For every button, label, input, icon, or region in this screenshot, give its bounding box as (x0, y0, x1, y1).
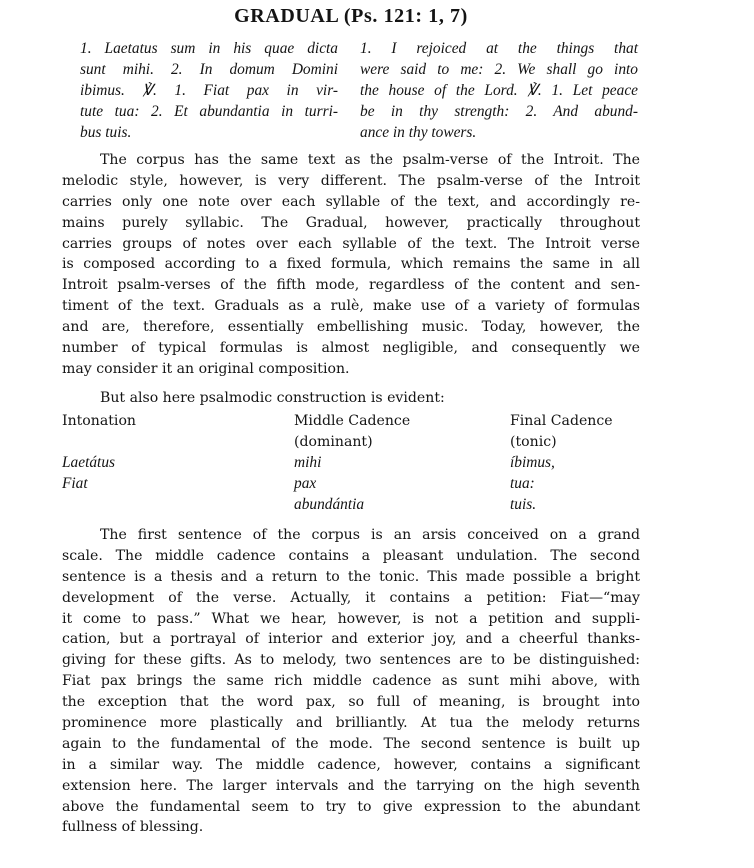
english-verse-line: ance in thy towers. (360, 124, 477, 141)
english-verse-line: 1. I rejoiced at the things that (360, 40, 638, 57)
commentary-paragraph-1 (62, 150, 640, 380)
commentary-paragraph-1-line: is composed according to a fixed formula, which remains the same in all (62, 256, 640, 273)
commentary-paragraph-1-line: number of typical formulas is almost negligible, and consequently we (62, 340, 640, 357)
latin-verse-line: sunt mihi. 2. In domum Domini (80, 61, 338, 78)
table-cell: íbimus, (510, 453, 555, 471)
latin-verse-line: ibimus. ℣. 1. Fiat pax in vir- (80, 82, 338, 99)
commentary-paragraph-1-line: timent of the text. Graduals as a rulè, make use of a variety of formulas (62, 298, 640, 315)
table-row (62, 453, 640, 474)
commentary-paragraph-2-line: giving for these gifts. As to melody, two sentences are to be distinguished: (62, 652, 640, 669)
table-header-row (62, 411, 640, 432)
table-subheader-row (62, 432, 640, 453)
table-cell: tuis. (510, 495, 537, 513)
commentary-paragraph-2-line: The first sentence of the corpus is an arsis conceived on a grand (100, 527, 640, 543)
latin-verse-line: 1. Laetatus sum in his quae dicta (80, 40, 338, 57)
table-intro (62, 388, 640, 409)
commentary-paragraph-1-line: and are, therefore, essentially embellishing music. Today, however, the (62, 319, 640, 336)
table-row (62, 474, 640, 495)
table-cell: Fiat (62, 474, 88, 492)
latin-verse-line: bus tuis. (80, 124, 132, 141)
commentary-paragraph-1-line: may consider it an original composition. (62, 360, 350, 377)
table-intro-line: But also here psalmodic construction is evident: (100, 390, 445, 406)
commentary-paragraph-2-line: cation, but a portrayal of interior and exterior joy, and a cheerful thanks- (62, 631, 640, 648)
latin-verse (80, 38, 338, 143)
commentary-paragraph-2-line: the exception that the word pax, so full of meaning, is brought into (62, 694, 640, 711)
commentary-paragraph-2 (62, 525, 640, 838)
commentary-paragraph-1-line: The corpus has the same text as the psalm-verse of the Introit. The (100, 152, 640, 168)
english-verse-line: were said to me: 2. We shall go into (360, 61, 638, 78)
commentary-paragraph-2-line: Fiat pax brings the same rich middle cadence as sunt mihi above, with (62, 673, 640, 690)
commentary-paragraph-2-line: extension here. The larger intervals and the tarrying on the high seventh (62, 777, 640, 794)
page-title: GRADUAL (Ps. 121: 1, 7) (234, 5, 468, 27)
commentary-paragraph-2-line: it come to pass.” What we hear, however, is not a petition and suppli- (62, 610, 640, 627)
commentary-paragraph-2-line: fullness of blessing. (62, 819, 204, 836)
commentary-paragraph-1-line: mains purely syllabic. The Gradual, however, practically throughout (62, 214, 640, 231)
cadence-table (62, 411, 640, 515)
table-row (62, 495, 640, 516)
commentary-paragraph-2-line: again to the fundamental of the mode. The second sentence is built up (62, 735, 640, 752)
commentary-paragraph-1-line: carries only one note over each syllable of the text, and accordingly re- (62, 193, 640, 210)
commentary-paragraph-1-line: carries groups of notes over each syllable of the text. The Introit verse (62, 235, 640, 252)
english-verse-line: the house of the Lord. ℣. 1. Let peace (360, 82, 638, 99)
commentary-paragraph-2-line: in a similar way. The middle cadence, however, contains a significant (62, 756, 640, 773)
english-verse (360, 38, 638, 143)
commentary-paragraph-1-line: Introit psalm-verses of the fifth mode, regardless of the content and sen- (62, 277, 640, 294)
english-verse-line: be in thy strength: 2. And abund- (360, 103, 638, 120)
commentary-paragraph-1-line: melodic style, however, is very different. The psalm-verse of the Introit (62, 172, 640, 189)
commentary-paragraph-2-line: prominence more plastically and brilliantly. At tua the melody returns (62, 715, 640, 732)
subheader-tonic: (tonic) (510, 433, 557, 450)
latin-verse-line: tute tua: 2. Et abundantia in turri- (80, 103, 338, 120)
table-cell: Laetátus (62, 453, 116, 471)
commentary-paragraph-2-line: above the fundamental seem to try to give expression to the abundant (62, 798, 640, 815)
commentary-paragraph-2-line: scale. The middle cadence contains a pleasant undulation. The second (62, 547, 640, 564)
commentary-paragraph-2-line: development of the verse. Actually, it contains a petition: Fiat—“may (62, 589, 640, 606)
header-intonation: Intonation (62, 413, 137, 429)
header-final-cadence: Final Cadence (510, 413, 613, 429)
table-cell: tua: (510, 474, 535, 492)
header-middle-cadence: Middle Cadence (294, 413, 411, 429)
commentary-paragraph-2-line: sentence is a thesis and a return to the tonic. This made possible a bright (62, 568, 640, 585)
subheader-dominant: (dominant) (294, 433, 373, 450)
table-cell: mihi (294, 453, 322, 471)
table-cell: pax (294, 474, 317, 492)
table-cell: abundántia (294, 495, 365, 513)
